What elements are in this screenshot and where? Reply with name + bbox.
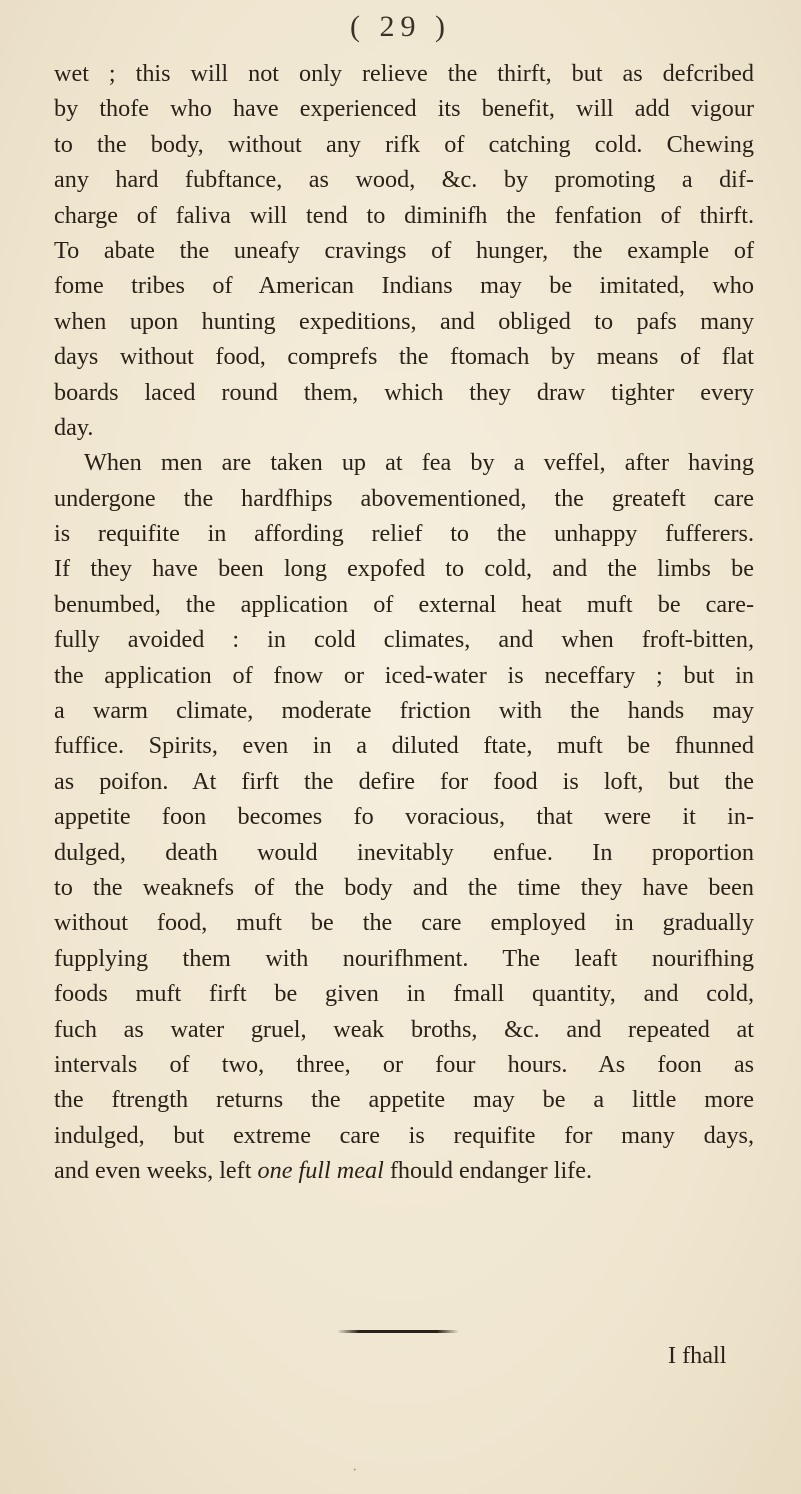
body-text — [54, 56, 754, 1189]
text-line: boards laced round them, which they draw tighter every — [54, 378, 754, 406]
text-line: fuffice. Spirits, even in a diluted ftate, muft be fhunned — [54, 732, 754, 760]
text-line: the ftrength returns the appetite may be a little more — [54, 1086, 754, 1114]
text-line: charge of faliva will tend to diminifh the fenfation of thirft. — [54, 201, 754, 229]
text-line: intervals of two, three, or four hours. As foon as — [54, 1050, 754, 1078]
text-line: as poifon. At firft the defire for food is loft, but the — [54, 767, 754, 795]
italic-phrase: one full meal — [257, 1157, 384, 1185]
text-line: appetite foon becomes fo voracious, that were it in- — [54, 803, 754, 831]
text-line: the application of fnow or iced-water is neceffary ; but in — [54, 661, 754, 689]
line-text-start: and even weeks, left — [54, 1157, 258, 1185]
text-line: a warm climate, moderate friction with the hands may — [54, 697, 754, 725]
text-line-final — [54, 1153, 754, 1188]
text-line: to the body, without any rifk of catching cold. Chewing — [54, 130, 754, 158]
text-line: foods muft firft be given in fmall quantity, and cold, — [54, 980, 754, 1008]
text-line: To abate the uneafy cravings of hunger, the example of — [54, 236, 754, 264]
text-line: fully avoided : in cold climates, and when froft-bitten, — [54, 626, 754, 654]
text-line: day. — [54, 413, 94, 441]
text-line: to the weaknefs of the body and the time they have been — [54, 873, 754, 901]
text-line: by thofe who have experienced its benefit, will add vigour — [54, 95, 754, 123]
text-line: When men are taken up at fea by a veffel, after having — [84, 449, 754, 477]
text-line: without food, muft be the care employed in gradually — [54, 909, 754, 937]
text-line: fuch as water gruel, weak broths, &c. and repeated at — [54, 1015, 754, 1043]
text-line: indulged, but extreme care is requifite for many days, — [54, 1121, 754, 1149]
line-text-end: fhould endanger life. — [383, 1157, 593, 1185]
ink-speck: · — [352, 1462, 358, 1479]
text-line: is requifite in affording relief to the unhappy fufferers. — [54, 520, 754, 548]
text-line: days without food, comprefs the ftomach by means of flat — [54, 343, 754, 371]
text-line: If they have been long expofed to cold, and the limbs be — [54, 555, 754, 583]
page-number: ( 29 ) — [350, 10, 451, 43]
text-line: fome tribes of American Indians may be imitated, who — [54, 272, 754, 300]
text-line: when upon hunting expeditions, and obliged to pafs many — [54, 307, 754, 335]
text-line: fupplying them with nourifhment. The leaft nourifhing — [54, 944, 754, 972]
text-line: dulged, death would inevitably enfue. In proportion — [54, 838, 754, 866]
text-line: benumbed, the application of external heat muft be care- — [54, 590, 754, 618]
ornamental-rule — [337, 1330, 459, 1333]
text-line: wet ; this will not only relieve the thirft, but as defcribed — [54, 60, 754, 87]
text-line: undergone the hardfhips abovementioned, the greateft care — [54, 484, 754, 512]
text-line: any hard fubftance, as wood, &c. by promoting a dif- — [54, 166, 754, 194]
catchword: I fhall — [668, 1342, 727, 1369]
